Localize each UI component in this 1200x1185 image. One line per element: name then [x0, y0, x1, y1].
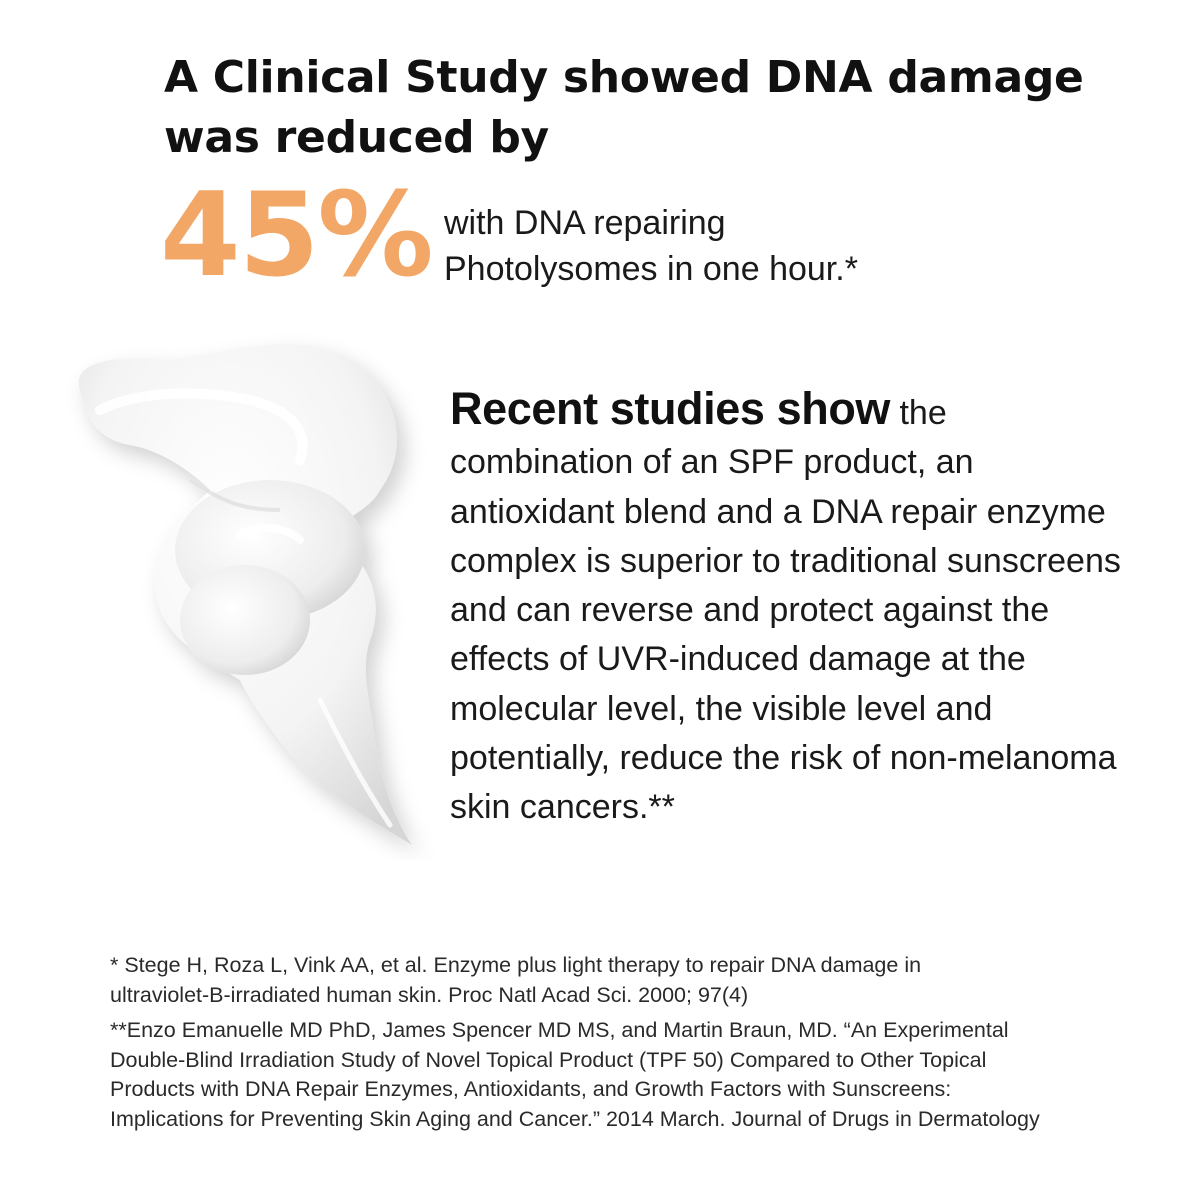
footnote-2-line-3: Products with DNA Repair Enzymes, Antioxidants, and Growth Factors with Sunscreens:	[110, 1077, 952, 1101]
footnote-1	[110, 951, 1170, 1010]
headline	[164, 48, 1164, 168]
stat-percentage: 45%	[160, 168, 432, 303]
footnote-2-line-1: **Enzo Emanuelle MD PhD, James Spencer MD MS, and Martin Braun, MD. “An Experimental	[110, 1018, 1009, 1042]
footnote-2	[110, 1016, 1170, 1134]
body-line-4: complex is superior to traditional sunscreens	[450, 541, 1121, 580]
footnote-2-line-4: Implications for Preventing Skin Aging and Cancer.” 2014 March. Journal of Drugs in Dermatology	[110, 1106, 1040, 1131]
body-line-2: combination of an SPF product, an	[450, 443, 974, 482]
body-paragraph	[450, 384, 1170, 833]
body-line-7: molecular level, the visible level and	[450, 689, 993, 728]
body-lead: Recent studies show	[450, 383, 891, 434]
body-line-5: and can reverse and protect against the	[450, 591, 1050, 630]
footnotes	[110, 951, 1170, 1140]
stat-caption	[444, 200, 858, 292]
footnote-1-line-1: * Stege H, Roza L, Vink AA, et al. Enzyme plus light therapy to repair DNA damage in	[110, 953, 922, 977]
body-line-8: potentially, reduce the risk of non-melanoma	[450, 739, 1117, 778]
body-line-9: skin cancers.**	[450, 788, 675, 827]
stat-caption-line-1: with DNA repairing	[444, 204, 726, 242]
headline-line-2: was reduced by	[164, 112, 549, 163]
body-line-3: antioxidant blend and a DNA repair enzyme	[450, 492, 1106, 531]
body-line-6: effects of UVR-induced damage at the	[450, 640, 1026, 679]
body-line-1-rest: the	[890, 394, 947, 432]
headline-line-1: A Clinical Study showed DNA damage	[164, 52, 1084, 103]
footnote-1-line-2: ultraviolet-B-irradiated human skin. Proc Natl Acad Sci. 2000; 97(4)	[110, 982, 749, 1007]
stat-caption-line-2: Photolysomes in one hour.*	[444, 250, 858, 288]
cream-swirl-icon	[40, 320, 440, 860]
body-line-1	[450, 384, 1170, 438]
footnote-2-line-2: Double-Blind Irradiation Study of Novel Topical Product (TPF 50) Compared to Other Topical	[110, 1047, 987, 1072]
